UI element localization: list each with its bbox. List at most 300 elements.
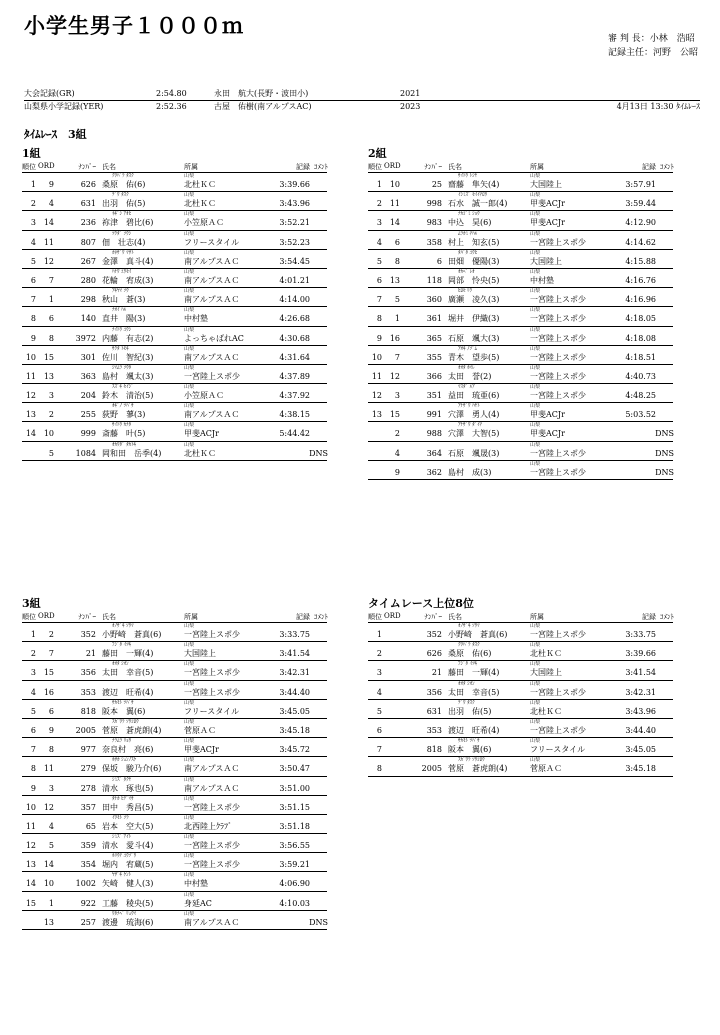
team: 一宮陸上スポ少 [530,371,586,381]
mark: 4:37.89 [279,371,310,381]
team: 南アルプスＡＣ [184,295,240,305]
prefecture: 山梨 [530,307,541,314]
mark: 3:56.55 [279,841,310,851]
prefecture: 山梨 [530,738,541,745]
prefecture: 山梨 [530,192,541,199]
rank: 11 [25,371,36,381]
team: 南アルプスＡＣ [184,275,240,285]
mark: 3:52.23 [279,237,310,247]
order: 8 [48,333,54,343]
mark: 3:44.40 [279,687,310,697]
mark: 4:37.92 [279,391,310,401]
athlete-name: 岩本 空大(5) [102,821,154,831]
name-kana: ｵｵﾀ ｼｵﾝ [112,661,129,668]
athlete-name: 斎藤 叶(5) [102,429,146,439]
name-kana: ｲﾜﾓﾄ ｿﾗ [112,814,129,821]
name-kana: ﾃﾞﾜ ﾀｽｸ [112,192,129,199]
prefecture: 山梨 [184,345,195,352]
bib-number: 2005 [75,725,96,735]
athlete-name: 清水 琢也(5) [102,783,154,793]
table-row [22,288,327,307]
order: 9 [394,467,400,477]
table-row [22,853,327,872]
table-row [22,834,327,853]
order: 4 [48,821,54,831]
prefecture: 山梨 [184,718,195,725]
name-kana: ｼﾐｽﾞ ﾀｸﾔ [112,776,132,783]
bib-number: 998 [426,199,442,209]
meet-record-time: 2:54.80 [156,89,187,98]
name-kana: ﾌｼﾞﾀ ｲﾂｷ [112,642,132,649]
prefecture: 山梨 [184,795,195,802]
table-row [368,403,673,422]
table-row [22,815,327,834]
team: 北杜ＫＣ [530,649,562,659]
name-kana: ﾌｼﾞﾀ ｲﾂｷ [458,661,478,668]
prefecture: 山梨 [530,623,541,629]
mark: 3:44.40 [625,725,656,735]
name-kana: ｵｶﾍﾞ ﾚｵ [458,268,475,275]
rank: 3 [376,668,382,678]
prefecture: 山梨 [530,211,541,218]
prefecture: 山梨 [184,814,195,821]
header-team: 所属 [184,163,198,171]
name-kana: ｱﾅｻﾞﾜ ﾊﾔﾄ [458,403,480,410]
team: 北杜ＫＣ [530,706,562,716]
mark: 4:14.00 [279,295,310,305]
bib-number: 301 [80,352,96,362]
pref-record-year: 2023 [400,102,421,111]
athlete-name: 田中 秀昌(5) [102,802,154,812]
bib-number: 1002 [75,879,96,889]
athlete-name: 清水 愛斗(4) [102,841,154,851]
header-ord: ORD [384,612,401,620]
prefecture: 山梨 [530,173,541,179]
team: 一宮陸上スポ少 [184,630,240,639]
athlete-name: 奈良村 亮(6) [102,745,154,755]
athlete-name: 堀井 伊織(3) [448,314,500,324]
bib-number: 257 [80,917,96,927]
team: 甲斐ACJr [530,218,565,228]
rank: 1 [30,180,36,189]
name-kana: ｵﾉｻﾞｷ ｿｳﾏ [112,623,134,629]
order: 5 [48,841,54,851]
order: 12 [43,802,54,812]
pref-record-time: 2:52.36 [156,102,187,111]
athlete-name: 穴澤 勇人(4) [448,410,500,420]
bib-number: 2005 [421,764,442,774]
table-row [368,346,673,365]
athlete-name: 太田 幸音(5) [448,687,500,697]
athlete-name: 岡和田 岳季(4) [102,448,162,458]
table-row [368,681,673,700]
bib-number: 354 [80,860,96,870]
rank: 10 [25,352,36,362]
name-kana: ｻｸﾀ ﾄﾓｷ [112,345,129,352]
name-kana: ｻｶﾓﾄ ﾂﾊﾞｻ [458,738,480,745]
bib-number: 977 [80,745,96,755]
name-kana: ｱﾅｻﾞﾜ ﾀﾞｲﾁ [458,422,483,429]
athlete-name: 秋山 蒼(3) [102,295,146,305]
athlete-name: 齋藤 隼矢(4) [448,180,500,189]
rank: 15 [25,898,36,908]
header-ord: ORD [38,612,55,620]
team: 北杜ＫＣ [184,199,216,209]
athlete-name: 渡邊 琉海(6) [102,917,154,927]
bib-number: 356 [426,687,442,697]
order: 3 [394,391,400,401]
athlete-name: 出羽 佑(5) [448,706,492,716]
order: 16 [389,333,400,343]
athlete-name: 祢津 碧比(6) [102,218,154,228]
header-mark: 記録 [296,613,310,621]
order: 6 [394,237,400,247]
athlete-name: 太田 幸音(5) [102,668,154,678]
bib-number: 357 [80,802,96,812]
rank: 5 [30,256,36,266]
team: 南アルプスＡＣ [184,256,240,266]
order: 2 [48,410,54,420]
order: 6 [48,314,54,324]
rank: 7 [30,745,36,755]
name-kana: ｵｶﾜﾀﾞ ﾀｶﾄｷ [112,441,137,448]
athlete-name: 直井 陽(3) [102,314,146,324]
mark: 3:33.75 [625,630,656,639]
header-mark: 記録 [642,163,656,171]
order: 15 [43,668,54,678]
order: 11 [43,237,54,247]
pref-record-label: 山梨県小学記録(YER) [24,102,104,111]
mark: 4:10.03 [279,898,310,908]
team: 甲斐ACJr [530,429,565,439]
bib-number: 255 [80,410,96,420]
team: 南アルプスＡＣ [184,783,240,793]
team: 一宮陸上スポ少 [184,802,240,812]
name-kana: ﾅﾗﾑﾗ ﾘｮｳ [112,738,132,745]
rank: 3 [376,218,382,228]
team: 北杜ＫＣ [184,448,216,458]
header-name: 氏名 [102,613,116,621]
athlete-name: 益田 琉亜(6) [448,391,500,401]
athlete-name: 石原 颯晟(3) [448,448,500,458]
header-bib: ﾅﾝﾊﾞｰ [78,613,96,621]
rank: 3 [30,668,36,678]
table-row [368,442,673,461]
rank: 4 [376,237,382,247]
header-bib: ﾅﾝﾊﾞｰ [424,613,442,621]
table-row [22,346,327,365]
name-kana: ｱｵｷ ﾉｿﾞﾑ [458,345,478,352]
rank: 13 [25,860,36,870]
bib-number: 360 [426,295,442,305]
bib-number: 807 [80,237,96,247]
table-row [22,642,327,661]
mark: 4:01.21 [279,275,310,285]
name-kana: ｸﾜﾊﾞﾗ ﾀｽｸ [112,173,134,179]
table-row [368,738,673,757]
bib-number: 818 [426,745,442,755]
order: 4 [394,448,400,458]
order: 1 [48,295,54,305]
name-kana: ﾀﾅｶ ﾋﾃﾞﾏｻ [112,795,134,802]
athlete-name: 保坂 駿乃介(6) [102,764,162,774]
order: 11 [389,199,400,209]
athlete-name: 青木 望歩(5) [448,352,500,362]
mark: 3:39.66 [279,180,310,189]
bib-number: 352 [426,630,442,639]
team: フリースタイル [184,237,240,247]
prefecture: 山梨 [184,623,195,629]
athlete-name: 藤田 一輝(4) [448,668,500,678]
team: 一宮陸上スポ少 [530,391,586,401]
order: 9 [48,725,54,735]
athlete-name: 島村 颯太(3) [102,371,154,381]
athlete-name: 石水 誠一郎(4) [448,199,508,209]
mark: 4:18.08 [625,333,656,343]
table-row [22,173,327,192]
bib-number: 21 [85,649,96,659]
mark: 3:33.75 [279,630,310,639]
name-kana: ｱｷﾔﾏ ｿｳ [112,288,129,295]
mark: 3:45.18 [625,764,656,774]
table-row [22,327,327,346]
mark: 3:45.05 [625,745,656,755]
order: 8 [48,745,54,755]
name-kana: ﾈｷﾞｼ ｱｵﾋ [112,211,132,218]
rank: 1 [376,630,382,639]
team: 北西陸上ｸﾗﾌﾞ [184,821,232,831]
bib-number: 922 [80,898,96,908]
athlete-name: 小野崎 蒼真(6) [102,630,162,639]
bib-number: 626 [80,180,96,189]
prefecture: 山梨 [530,268,541,275]
header-rank: 順位 [22,163,36,171]
header-name: 氏名 [102,163,116,171]
athlete-name: 渡辺 旺希(4) [448,725,500,735]
mark: 4:40.73 [625,371,656,381]
prefecture: 山梨 [530,441,541,448]
rank: 6 [30,275,36,285]
prefecture: 山梨 [184,910,195,917]
prefecture: 山梨 [530,642,541,649]
mark: 3:51.18 [279,821,310,831]
team: 甲斐ACJr [530,199,565,209]
athlete-name: 島村 成(3) [448,467,492,477]
athlete-name: 田畑 優陽(3) [448,256,500,266]
mark: 3:41.54 [625,668,656,678]
recorder: 記録主任：河野 公昭 [607,48,698,58]
bib-number: 358 [426,237,442,247]
team: 南アルプスＡＣ [184,764,240,774]
order: 3 [48,391,54,401]
table-row [368,642,673,661]
comment: DNS [309,448,328,458]
name-kana: ｲｼﾐｽﾞ ｾｲｲﾁﾛｳ [458,192,488,199]
prefecture: 山梨 [530,718,541,725]
prefecture: 山梨 [184,403,195,410]
header-team: 所属 [530,613,544,621]
name-kana: ﾃﾞﾜ ﾀｽｸ [458,699,475,706]
table-row [22,211,327,230]
mark: 3:54.45 [279,256,310,266]
team: 菅原ＡＣ [530,764,562,774]
rank: 10 [371,352,382,362]
name-kana: ｵｵﾀ ｼｵﾝ [458,680,475,687]
table-header [22,612,327,623]
bib-number: 267 [80,256,96,266]
team: 一宮陸上スポ少 [530,295,586,305]
athlete-name: 村上 知玄(5) [448,237,500,247]
team: 小笠原ＡＣ [184,218,224,228]
table-row [22,623,327,642]
prefecture: 山梨 [530,680,541,687]
team: 南アルプスＡＣ [184,410,240,420]
team: 北杜ＫＣ [184,180,216,189]
bib-number: 351 [426,391,442,401]
rank: 12 [371,391,382,401]
rank: 2 [376,649,382,659]
rank: 6 [376,725,382,735]
rank: 10 [25,802,36,812]
comment: DNS [655,467,674,477]
name-kana: ｼﾐｽﾞ ｱｲﾄ [112,834,132,841]
name-kana: ｵﾉｻﾞｷ ｿｳﾏ [458,623,480,629]
rank: 2 [376,199,382,209]
table-row [368,461,673,480]
block-title: 1組 [22,147,41,160]
table-header [368,162,673,173]
athlete-name: 佐川 智紀(3) [102,352,154,362]
athlete-name: 中込 昊(6) [448,218,492,228]
bib-number: 991 [426,410,442,420]
rank: 9 [30,333,36,343]
table-row [22,403,327,422]
table-row [22,777,327,796]
comment: DNS [655,448,674,458]
heat-2-block [368,147,673,480]
prefecture: 山梨 [530,364,541,371]
name-kana: ｽｶﾞﾜﾗ ｿｳｺﾛｳ [112,718,139,725]
team: 一宮陸上スポ少 [530,314,586,324]
team: 一宮陸上スポ少 [184,668,240,678]
name-kana: ﾋﾛｾ ﾘｸ [458,288,473,295]
name-kana: ｶﾈｻﾞﾜ ﾏｻﾄ [112,249,134,256]
table-row [368,192,673,211]
bib-number: 355 [426,352,442,362]
order: 5 [48,448,54,458]
team: 一宮陸上スポ少 [530,725,586,735]
prefecture: 山梨 [184,249,195,256]
name-kana: ｽｶﾞﾜﾗ ｿｳｺﾛｳ [458,757,485,764]
mark: 3:50.47 [279,764,310,774]
athlete-name: 荻野 蓼(3) [102,410,146,420]
athlete-name: 阪本 翼(6) [102,706,146,716]
prefecture: 山梨 [184,230,195,237]
order: 10 [43,429,54,439]
team: フリースタイル [184,706,240,716]
mark: 4:12.90 [625,218,656,228]
rank: 9 [30,783,36,793]
officials [608,32,698,60]
team: 一宮陸上スポ少 [530,467,586,477]
prefecture: 山梨 [530,230,541,237]
rank: 11 [371,371,382,381]
athlete-name: 桑原 佑(6) [448,649,492,659]
table-row [22,365,327,384]
rank: 8 [30,314,36,324]
order: 16 [43,687,54,697]
mark: 3:42.31 [625,687,656,697]
bib-number: 1084 [75,448,96,458]
rank: 7 [30,295,36,305]
bib-number: 353 [426,725,442,735]
order: 5 [394,295,400,305]
order: 15 [43,352,54,362]
prefecture: 山梨 [184,441,195,448]
table-row [368,288,673,307]
bib-number: 818 [80,706,96,716]
name-kana: ｼﾏﾑﾗ ｿｳﾀ [112,364,132,371]
bib-number: 25 [431,180,442,189]
prefecture: 山梨 [530,345,541,352]
rank: 1 [30,630,36,639]
athlete-name: 堀内 宥蔵(5) [102,860,154,870]
table-row [368,231,673,250]
name-kana: ﾀﾊﾞﾀ ﾕｳﾋ [458,249,478,256]
prefecture: 山梨 [184,891,195,898]
table-row [368,327,673,346]
prefecture: 山梨 [184,661,195,668]
prefecture: 山梨 [530,288,541,295]
table-row [368,384,673,403]
name-kana: ｸﾜﾊﾞﾗ ﾀｽｸ [458,642,480,649]
mark: 3:59.21 [279,860,310,870]
bib-number: 363 [80,371,96,381]
athlete-name: 廣瀬 凌久(3) [448,295,500,305]
athlete-name: 出羽 佑(5) [102,199,146,209]
rank: 7 [376,295,382,305]
athlete-name: 桑原 佑(6) [102,180,146,189]
athlete-name: 石原 颯大(3) [448,333,500,343]
prefecture: 山梨 [184,776,195,783]
team: 南アルプスＡＣ [184,352,240,362]
name-kana: ｵｷﾞﾉ ﾂﾊﾞｻ [112,403,134,410]
prefecture: 山梨 [184,853,195,860]
rank: 14 [25,429,36,439]
mark: 4:31.64 [279,352,310,362]
rank: 5 [376,706,382,716]
name-kana: ﾅｵｲ ﾊﾙ [112,307,127,314]
bib-number: 21 [431,668,442,678]
name-kana: ﾎｻｶ ｼｭﾝﾉｽｹ [112,757,137,764]
bib-number: 365 [426,333,442,343]
rank: 6 [30,725,36,735]
mark: 3:42.31 [279,668,310,678]
team: 大国陸上 [530,668,562,678]
table-row [22,192,327,211]
athlete-name: 佃 壮志(4) [102,237,146,247]
prefecture: 山梨 [184,699,195,706]
prefecture: 山梨 [184,738,195,745]
name-kana: ﾊﾅﾜ ﾕｳｾｲ [112,268,132,275]
mark: 4:38.15 [279,410,310,420]
header-comment: ｺﾒﾝﾄ [660,613,674,621]
top8-block [368,597,673,777]
order: 11 [43,764,54,774]
athlete-name: 藤田 一輝(4) [102,649,154,659]
mark: 3:51.15 [279,802,310,812]
rank: 5 [30,706,36,716]
